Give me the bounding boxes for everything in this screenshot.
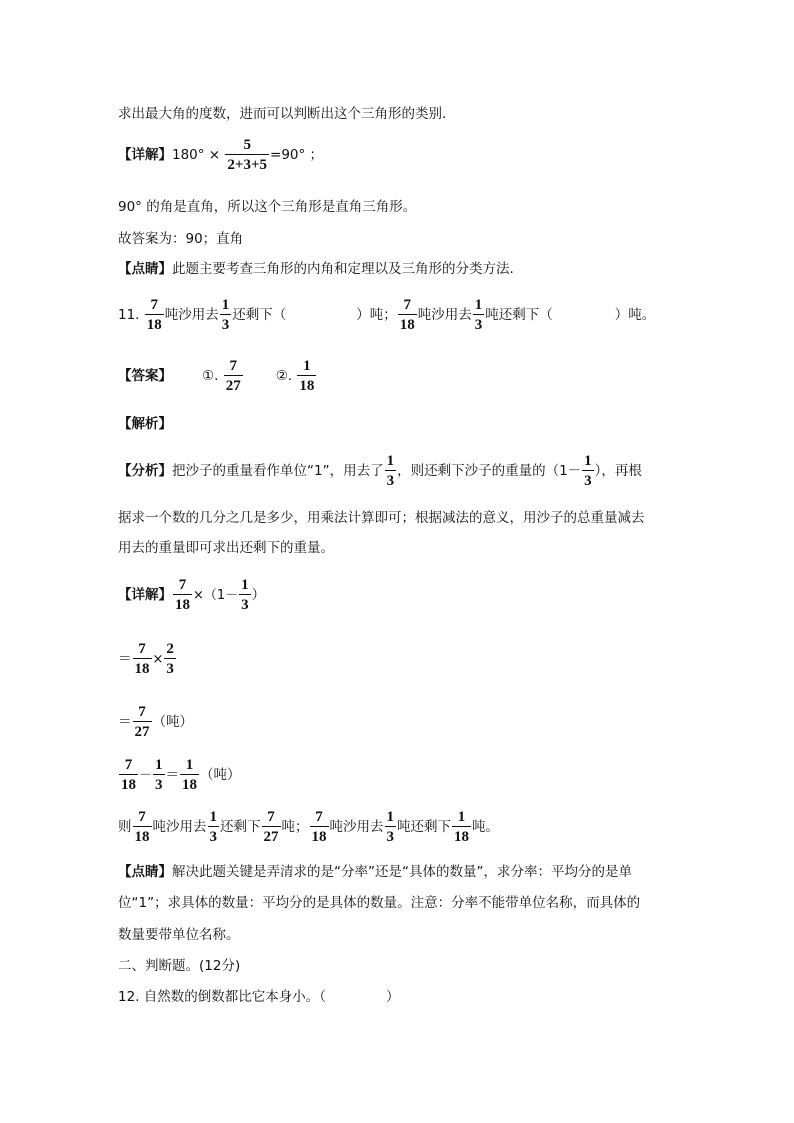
fraction: $\frac{1}{3}$ (221, 297, 230, 333)
tag-detail: 【详解】 (118, 587, 172, 603)
fraction: $\frac{1}{18}$ (182, 757, 198, 793)
question-11 (118, 296, 655, 334)
fraction: $\frac{7}{27}$ (134, 704, 150, 740)
fraction: $\frac{1}{3}$ (386, 453, 395, 489)
fraction: $\frac{1}{3}$ (241, 577, 249, 613)
detail-line-1 (118, 136, 323, 174)
text: 吨沙用去 (417, 307, 472, 323)
text: 180° × (172, 147, 221, 163)
text: 此题主要考查三角形的内角和定理以及三角形的分类方法. (172, 261, 514, 277)
text: ＝ (118, 651, 132, 667)
text-line: 位“1”；求具体的数量：平均分的是具体的数量。注意：分率不能带单位名称，而具体的 (118, 895, 641, 911)
fraction: $\frac{7}{18}$ (146, 297, 162, 333)
fraction: $\frac{1}{3}$ (584, 453, 592, 489)
fraction: $\frac{7}{18}$ (134, 641, 150, 677)
text: ），再根 (594, 463, 642, 479)
fraction: $\frac{7}{18}$ (175, 577, 190, 613)
fraction: $\frac{7}{18}$ (121, 757, 136, 793)
text-line: 据求一个数的几分之几是多少，用乘法计算即可；根据减法的意义，用沙子的总重量减去 (118, 510, 645, 526)
text: ①. (202, 368, 219, 384)
tag-analysis: 【解析】 (118, 416, 172, 432)
text: ）吨。 (614, 307, 656, 323)
text-line: 数量要带单位名称。 (118, 927, 240, 943)
text: ） (386, 989, 400, 1005)
tag-detail: 【详解】 (118, 147, 172, 163)
text: 吨。 (472, 819, 499, 835)
tag-point: 【点睛】 (118, 261, 172, 277)
answer-line (118, 357, 317, 395)
point-line (118, 259, 514, 279)
text: 还剩下（ (232, 307, 287, 323)
fraction: $\frac{1}{3}$ (209, 809, 217, 845)
point-line-2 (118, 862, 632, 882)
section-heading: 二、判断题。(12分) (118, 958, 241, 974)
detail-step-2 (118, 640, 177, 678)
question-12 (118, 987, 400, 1007)
text: ） (251, 587, 266, 603)
fraction: $\frac{7}{18}$ (134, 809, 150, 845)
text: ，则还剩下沙子的重量的（1－ (397, 463, 582, 479)
tag-answer: 【答案】 (118, 368, 172, 384)
text: ＝ (165, 767, 180, 783)
fraction: $\frac{7}{27}$ (225, 358, 241, 394)
text: 把沙子的重量看作单位“1”，用去了 (172, 463, 384, 479)
fraction: $\frac{2}{3}$ (166, 641, 174, 677)
text: ②. (275, 368, 293, 384)
text-line: 求出最大角的度数，进而可以判断出这个三角形的类别. (118, 106, 447, 122)
text: =90° ； (270, 147, 324, 163)
text-line: 故答案为：90；直角 (118, 231, 244, 247)
text: － (139, 768, 153, 783)
text-line: 90° 的角是直角，所以这个三角形是直角三角形。 (118, 199, 417, 215)
text: （吨） (200, 767, 241, 783)
detail-step-4 (118, 756, 241, 794)
fraction: $\frac{7}{27}$ (263, 809, 279, 845)
conclusion-line (118, 808, 499, 846)
text: ）吨； (356, 307, 397, 323)
fraction: $\frac{1}{3}$ (474, 297, 483, 333)
detail-step-1 (118, 576, 265, 614)
analysis-line-1 (118, 452, 642, 490)
text: ×（1－ (193, 588, 239, 603)
text: 解决此题关键是弄清求的是“分率”还是“具体的数量”，求分率：平均分的是单 (172, 864, 632, 880)
tag-analysis2: 【分析】 (118, 463, 172, 479)
fraction: $\frac{1}{3}$ (155, 757, 163, 793)
text: （吨） (152, 714, 193, 730)
fraction: $\frac{7}{18}$ (399, 297, 415, 333)
text: 吨； (281, 819, 309, 835)
text: 则 (118, 819, 132, 835)
text: ＝ (118, 714, 132, 730)
text: × (152, 652, 164, 667)
text: 吨沙用去 (164, 307, 219, 323)
text: 吨还剩下（ (485, 307, 553, 323)
fraction: $\frac{1}{18}$ (299, 358, 315, 394)
fraction: $\frac{5}{2+3+5}$ (227, 137, 268, 173)
fraction: $\frac{1}{3}$ (386, 809, 394, 845)
text: 12. 自然数的倒数都比它本身小。（ (118, 989, 327, 1005)
fraction: $\frac{7}{18}$ (311, 809, 327, 845)
tag-point: 【点睛】 (118, 864, 172, 880)
detail-step-3 (118, 703, 193, 741)
text: 吨还剩下 (397, 819, 451, 835)
text: 吨沙用去 (152, 819, 207, 835)
text-line: 用去的重量即可求出还剩下的重量。 (118, 540, 334, 556)
text: 吨沙用去 (329, 819, 384, 835)
text: 还剩下 (220, 819, 261, 835)
fraction: $\frac{1}{18}$ (454, 809, 469, 845)
question-number: 11. (118, 307, 140, 323)
